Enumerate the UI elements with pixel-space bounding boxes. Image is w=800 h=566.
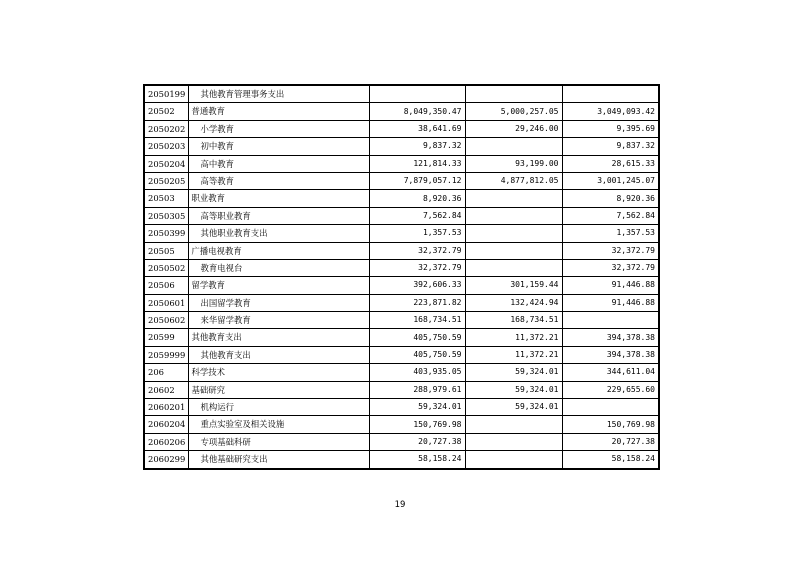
table-row: [144, 190, 659, 207]
total-amount-cell: 288,979.61: [369, 381, 465, 398]
total-amount-cell: 20,727.38: [369, 433, 465, 450]
basic-expenditure-cell: 59,324.01: [465, 364, 562, 381]
total-amount-cell: 405,750.59: [369, 329, 465, 346]
basic-expenditure-cell: 59,324.01: [465, 381, 562, 398]
total-amount-cell: 7,562.84: [369, 207, 465, 224]
project-expenditure-cell: 32,372.79: [562, 242, 659, 259]
account-code-cell: 20602: [144, 381, 188, 398]
project-expenditure-cell: 3,001,245.07: [562, 172, 659, 189]
table-row: [144, 172, 659, 189]
project-expenditure-cell: 394,378.38: [562, 346, 659, 363]
total-amount-cell: 405,750.59: [369, 346, 465, 363]
table-row: [144, 120, 659, 137]
account-name-cell: 小学教育: [188, 120, 369, 137]
basic-expenditure-cell: 301,159.44: [465, 277, 562, 294]
total-amount-cell: 8,920.36: [369, 190, 465, 207]
basic-expenditure-cell: 11,372.21: [465, 346, 562, 363]
total-amount-cell: 8,049,350.47: [369, 103, 465, 120]
table-row: [144, 381, 659, 398]
account-name-cell: 普通教育: [188, 103, 369, 120]
account-name-cell: 机构运行: [188, 399, 369, 416]
table-row: [144, 242, 659, 259]
account-code-cell: 2050601: [144, 294, 188, 311]
table-row: [144, 433, 659, 450]
budget-table-body: [144, 85, 659, 469]
project-expenditure-cell: 394,378.38: [562, 329, 659, 346]
account-code-cell: 20503: [144, 190, 188, 207]
account-name-cell: 其他教育支出: [188, 329, 369, 346]
account-code-cell: 20506: [144, 277, 188, 294]
account-name-cell: 其他基础研究支出: [188, 451, 369, 469]
account-name-cell: 其他教育支出: [188, 346, 369, 363]
project-expenditure-cell: 20,727.38: [562, 433, 659, 450]
basic-expenditure-cell: [465, 85, 562, 103]
project-expenditure-cell: 150,769.98: [562, 416, 659, 433]
account-code-cell: 2050202: [144, 120, 188, 137]
basic-expenditure-cell: 132,424.94: [465, 294, 562, 311]
project-expenditure-cell: 8,920.36: [562, 190, 659, 207]
project-expenditure-cell: 7,562.84: [562, 207, 659, 224]
table-row: [144, 312, 659, 329]
basic-expenditure-cell: [465, 451, 562, 469]
basic-expenditure-cell: 93,199.00: [465, 155, 562, 172]
project-expenditure-cell: 9,395.69: [562, 120, 659, 137]
project-expenditure-cell: 3,049,093.42: [562, 103, 659, 120]
total-amount-cell: 168,734.51: [369, 312, 465, 329]
project-expenditure-cell: 58,158.24: [562, 451, 659, 469]
basic-expenditure-cell: 59,324.01: [465, 399, 562, 416]
table-row: [144, 259, 659, 276]
table-row: [144, 207, 659, 224]
account-name-cell: 高等教育: [188, 172, 369, 189]
total-amount-cell: 223,871.82: [369, 294, 465, 311]
table-row: [144, 294, 659, 311]
table-row: [144, 451, 659, 469]
total-amount-cell: 9,837.32: [369, 138, 465, 155]
account-code-cell: 2050204: [144, 155, 188, 172]
account-name-cell: 留学教育: [188, 277, 369, 294]
table-row: [144, 85, 659, 103]
account-name-cell: 其他职业教育支出: [188, 225, 369, 242]
basic-expenditure-cell: [465, 207, 562, 224]
total-amount-cell: 58,158.24: [369, 451, 465, 469]
account-name-cell: 科学技术: [188, 364, 369, 381]
account-code-cell: 2050199: [144, 85, 188, 103]
account-code-cell: 2050203: [144, 138, 188, 155]
table-row: [144, 155, 659, 172]
account-name-cell: 来华留学教育: [188, 312, 369, 329]
project-expenditure-cell: 229,655.60: [562, 381, 659, 398]
account-code-cell: 2060204: [144, 416, 188, 433]
account-code-cell: 2059999: [144, 346, 188, 363]
total-amount-cell: 392,606.33: [369, 277, 465, 294]
table-row: [144, 329, 659, 346]
total-amount-cell: 59,324.01: [369, 399, 465, 416]
basic-expenditure-cell: 29,246.00: [465, 120, 562, 137]
account-name-cell: 职业教育: [188, 190, 369, 207]
project-expenditure-cell: 91,446.88: [562, 277, 659, 294]
account-name-cell: 高等职业教育: [188, 207, 369, 224]
basic-expenditure-cell: [465, 225, 562, 242]
table-row: [144, 399, 659, 416]
total-amount-cell: [369, 85, 465, 103]
project-expenditure-cell: 1,357.53: [562, 225, 659, 242]
basic-expenditure-cell: [465, 190, 562, 207]
account-code-cell: 2060299: [144, 451, 188, 469]
account-code-cell: 206: [144, 364, 188, 381]
basic-expenditure-cell: [465, 416, 562, 433]
table-row: [144, 138, 659, 155]
total-amount-cell: 403,935.05: [369, 364, 465, 381]
page-number: 19: [394, 500, 406, 510]
total-amount-cell: 32,372.79: [369, 259, 465, 276]
basic-expenditure-cell: [465, 138, 562, 155]
total-amount-cell: 121,814.33: [369, 155, 465, 172]
account-code-cell: 2050502: [144, 259, 188, 276]
total-amount-cell: 1,357.53: [369, 225, 465, 242]
account-code-cell: 2050602: [144, 312, 188, 329]
account-code-cell: 2050305: [144, 207, 188, 224]
account-code-cell: 2050399: [144, 225, 188, 242]
basic-expenditure-cell: [465, 433, 562, 450]
budget-table: [143, 84, 660, 470]
account-name-cell: 其他教育管理事务支出: [188, 85, 369, 103]
account-name-cell: 教育电视台: [188, 259, 369, 276]
project-expenditure-cell: 344,611.04: [562, 364, 659, 381]
project-expenditure-cell: [562, 399, 659, 416]
account-name-cell: 重点实验室及相关设施: [188, 416, 369, 433]
project-expenditure-cell: 28,615.33: [562, 155, 659, 172]
total-amount-cell: 32,372.79: [369, 242, 465, 259]
account-code-cell: 20502: [144, 103, 188, 120]
account-code-cell: 20505: [144, 242, 188, 259]
account-name-cell: 初中教育: [188, 138, 369, 155]
total-amount-cell: 150,769.98: [369, 416, 465, 433]
project-expenditure-cell: [562, 312, 659, 329]
basic-expenditure-cell: [465, 242, 562, 259]
project-expenditure-cell: 91,446.88: [562, 294, 659, 311]
table-row: [144, 103, 659, 120]
total-amount-cell: 38,641.69: [369, 120, 465, 137]
account-name-cell: 高中教育: [188, 155, 369, 172]
project-expenditure-cell: [562, 85, 659, 103]
project-expenditure-cell: 9,837.32: [562, 138, 659, 155]
total-amount-cell: 7,879,057.12: [369, 172, 465, 189]
table-row: [144, 346, 659, 363]
table-row: [144, 364, 659, 381]
account-code-cell: 2060201: [144, 399, 188, 416]
basic-expenditure-cell: 168,734.51: [465, 312, 562, 329]
account-code-cell: 2050205: [144, 172, 188, 189]
account-name-cell: 基础研究: [188, 381, 369, 398]
account-code-cell: 2060206: [144, 433, 188, 450]
table-row: [144, 225, 659, 242]
basic-expenditure-cell: 4,877,812.05: [465, 172, 562, 189]
account-name-cell: 广播电视教育: [188, 242, 369, 259]
basic-expenditure-cell: 11,372.21: [465, 329, 562, 346]
basic-expenditure-cell: [465, 259, 562, 276]
account-name-cell: 出国留学教育: [188, 294, 369, 311]
account-name-cell: 专项基础科研: [188, 433, 369, 450]
basic-expenditure-cell: 5,000,257.05: [465, 103, 562, 120]
table-row: [144, 416, 659, 433]
account-code-cell: 20599: [144, 329, 188, 346]
table-row: [144, 277, 659, 294]
project-expenditure-cell: 32,372.79: [562, 259, 659, 276]
